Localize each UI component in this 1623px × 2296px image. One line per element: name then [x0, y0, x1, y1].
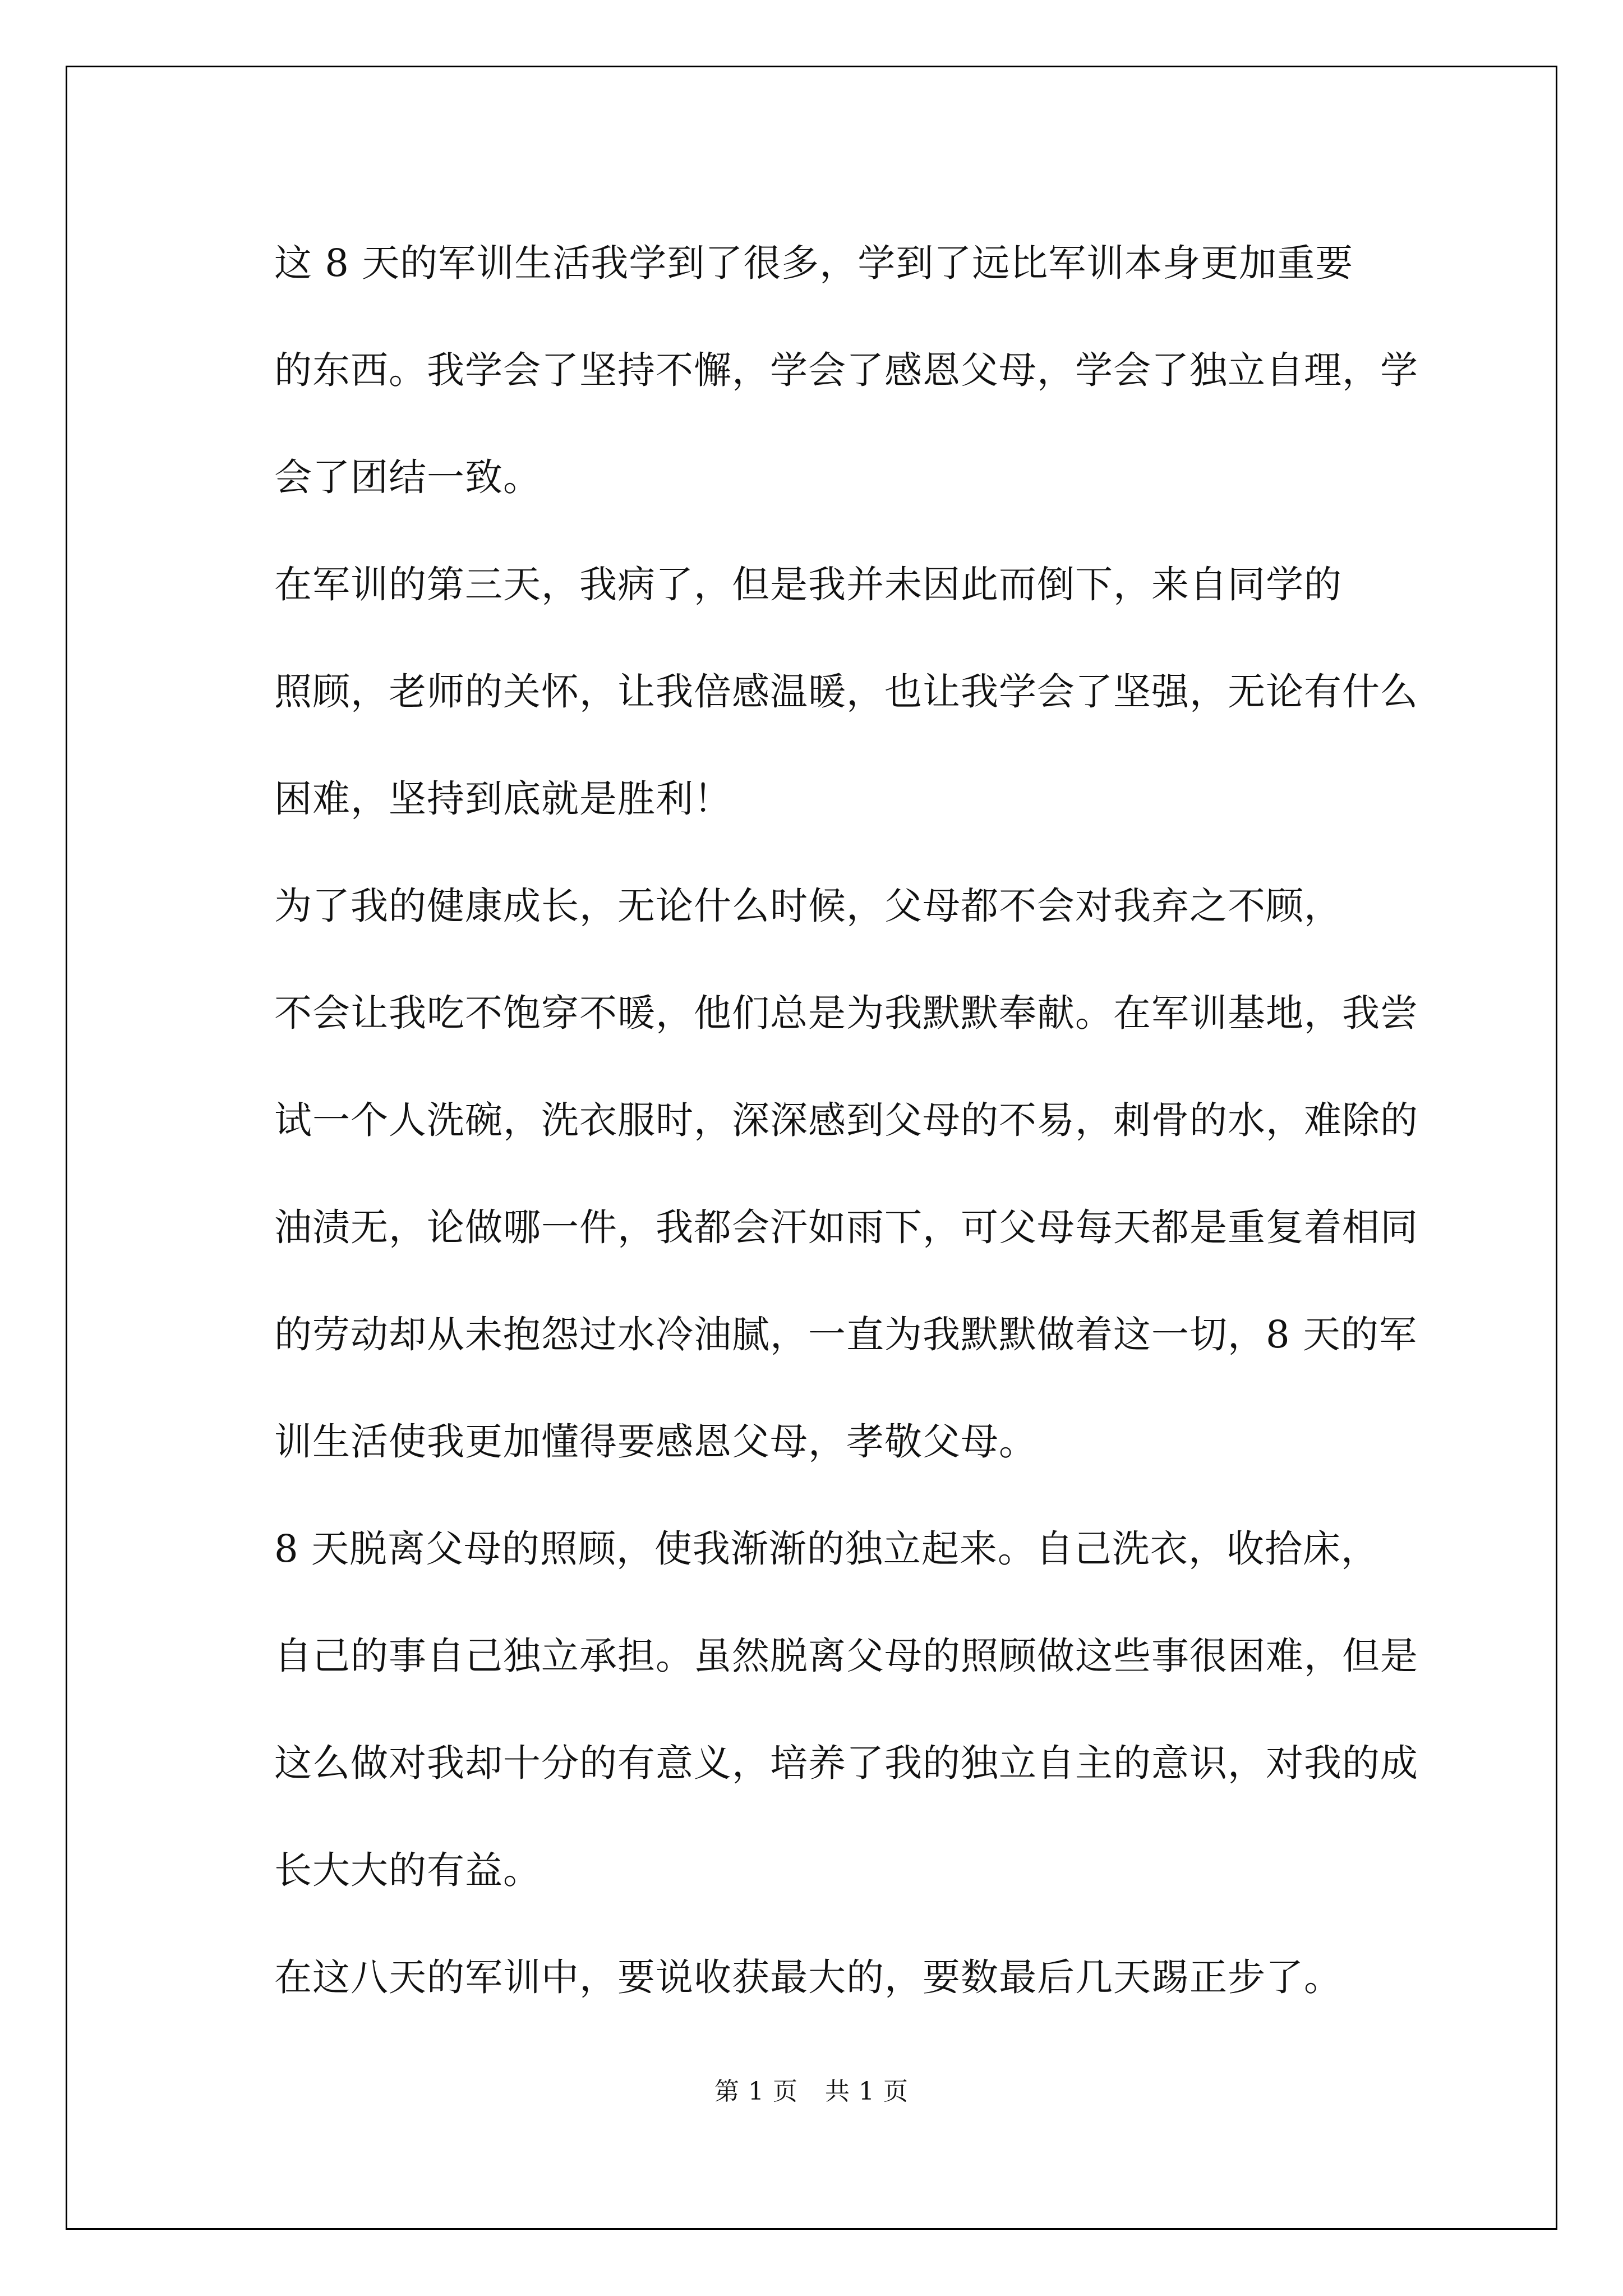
page-total: 共 1 页 [825, 2077, 909, 2106]
page-number: 第 1 页 [714, 2077, 798, 2106]
paragraph-1 [199, 210, 1436, 531]
text-line: 8 天脱离父母的照顾，使我渐渐的独立起来。自己洗衣，收拾床， [274, 1527, 1379, 1571]
paragraph-3 [199, 853, 1436, 1496]
document-body [199, 210, 1436, 2031]
text-line: 试一个人洗碗，洗衣服时，深深感到父母的不易，刺骨的水，难除的 [274, 1098, 1418, 1142]
text-line: 困难，坚持到底就是胜利！ [274, 777, 732, 821]
paragraph-5 [199, 1924, 1436, 2031]
text-line: 这 8 天的军训生活我学到了很多，学到了远比军训本身更加重要 [274, 241, 1354, 285]
text-line: 的东西。我学会了坚持不懈，学会了感恩父母，学会了独立自理，学 [274, 348, 1418, 392]
text-line: 为了我的健康成长，无论什么时候，父母都不会对我弃之不顾， [274, 884, 1342, 928]
text-line: 照顾，老师的关怀，让我倍感温暖，也让我学会了坚强，无论有什么 [274, 670, 1418, 714]
text-line: 不会让我吃不饱穿不暖，他们总是为我默默奉献。在军训基地，我尝 [274, 991, 1418, 1035]
text-line: 训生活使我更加懂得要感恩父母，孝敬父母。 [274, 1420, 1037, 1464]
text-line: 长大大的有益。 [274, 1848, 541, 1892]
page-footer [0, 2071, 1623, 2107]
text-line: 油渍无，论做哪一件，我都会汗如雨下，可父母每天都是重复着相同 [274, 1205, 1418, 1249]
text-line: 在军训的第三天，我病了，但是我并未因此而倒下，来自同学的 [274, 563, 1342, 606]
paragraph-2 [199, 531, 1436, 853]
text-line: 在这八天的军训中，要说收获最大的，要数最后几天踢正步了。 [274, 1955, 1342, 1999]
text-line: 这么做对我却十分的有意义，培养了我的独立自主的意识，对我的成 [274, 1741, 1418, 1785]
paragraph-4 [199, 1496, 1436, 1924]
text-line: 自己的事自己独立承担。虽然脱离父母的照顾做这些事很困难，但是 [274, 1634, 1418, 1678]
text-line: 会了团结一致。 [274, 455, 541, 499]
text-line: 的劳动却从未抱怨过水冷油腻，一直为我默默做着这一切，8 天的军 [274, 1313, 1417, 1356]
